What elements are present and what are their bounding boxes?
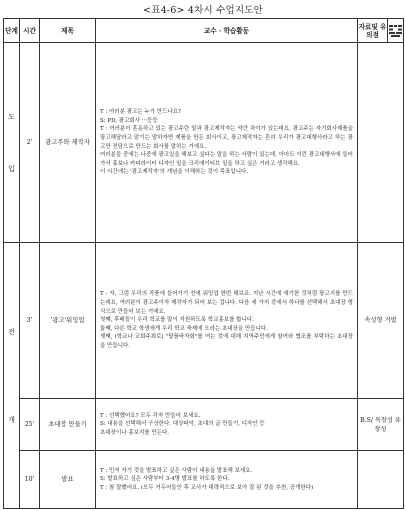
activity-cell bbox=[96, 451, 358, 509]
stage-development: 전 개 bbox=[4, 243, 20, 509]
header-notes: 자료및 유의점 bbox=[358, 19, 388, 43]
page-title: <표4-6> 4차시 수업지도안 bbox=[143, 5, 263, 16]
intro-row bbox=[4, 43, 404, 243]
activity-line: S: 내용을 선택해서 구상한다. 대상파악, 초대의 글 만들기, 디자인 등 bbox=[100, 421, 265, 428]
activity-line: T : 여러분이 혼동하고 있는 광고주란 말과 광고제작자는 약간 차이가 있는데요, 광고주는 자기회사제품을 광고해달라고 맡기는 말하자면 제품을 만든 회사이고, 광고제작자는 흔히 우리가 광고대행사라고 하는 광고만 전담으로 만드는 회사를 말하는 거예요. bbox=[100, 126, 353, 150]
activity-line: T : 참 잘했어요. (모두 거두어들인 후 교사가 대략적으로 보아 잘 된 것을 추천, 공개한다) bbox=[100, 484, 314, 491]
activity-line: S: 발표하고 싶은 사람부터 3-4명 발표를 하도록 한다. bbox=[100, 476, 230, 483]
activity-line: T : 선택했어요? 모두 각자 만들어 보세요. bbox=[100, 412, 201, 419]
activity-line: 여러분들 중에는 나중에 광고일을 해보고 싶다는 말을 하는 사람이 있는데, 아마도 이런 광고대행사에 들어가서 홍보나 카피라이터 디자인 일을 크리에이티브 일을 하고 싶은 거라고 생각해요. bbox=[100, 152, 353, 167]
notes-cell: 속성형 겨별 bbox=[358, 243, 404, 399]
header-activity: 교수 · 학습활동 bbox=[96, 19, 358, 43]
activity-line: 둘째, 다른 학교 학생에게 우리 학교 축제에 오라는 초대장을 만듭니다. bbox=[100, 325, 268, 332]
development-row bbox=[4, 243, 404, 399]
notes-cell bbox=[358, 43, 404, 243]
topic-cell: 초대장 만들기 bbox=[40, 399, 96, 451]
notes-cell: B.S/ 독창성 유창성 bbox=[358, 399, 404, 451]
development-row bbox=[4, 399, 404, 451]
activity-cell bbox=[96, 399, 358, 451]
activity-line: T : 민저 자기 것을 발표하고 싶은 사람이 내용을 발표해 보세요. bbox=[100, 467, 253, 474]
activity-line: S: PD, 광고회사 ···등등 bbox=[100, 117, 158, 124]
time-cell: 10' bbox=[20, 451, 40, 509]
activity-line: 초대장이나 홍보지를 만든다. bbox=[100, 429, 170, 436]
grid-icon bbox=[389, 25, 402, 37]
header-time: 시간 bbox=[20, 19, 40, 43]
header-icon-cell bbox=[388, 19, 404, 43]
topic-cell: 발표 bbox=[40, 451, 96, 509]
activity-line: 첫째, 후배들이 우리 학교를 많이 지원하도록 학교홍보를 합니다. bbox=[100, 317, 254, 324]
time-cell: 2' bbox=[20, 43, 40, 243]
lesson-plan-table bbox=[3, 18, 404, 509]
activity-cell bbox=[96, 43, 358, 243]
activity-cell bbox=[96, 243, 358, 399]
notes-cell bbox=[358, 451, 404, 509]
time-cell: 3' bbox=[20, 243, 40, 399]
activity-line: T : 자, 그럼 우리의 작품에 들어가기 전에 워밍업 한번 해보죠. 지난 시간에 얘기한 것처럼 광고지를 만드는데요, 여러분이 광고주이자 제작자가 되어 보는 겁니다. 다음 세 가지 중에서 하나를 선택해서 초대장 형식으로 만들어 보는 거예요. bbox=[100, 291, 353, 315]
topic-cell: '광고'워밍업 bbox=[40, 243, 96, 399]
activity-line: T : 여러분 광고는 누가 만드나요? bbox=[100, 109, 181, 116]
header-topic: 제목 bbox=[40, 19, 96, 43]
activity-line: 셋째, (학교나 교회주최로) "탈품바자회"를 여는 것에 대해 지역주민에게 참여와 협조를 부탁하는 초대장을 만듭니다. bbox=[100, 334, 353, 349]
development-row bbox=[4, 451, 404, 509]
header-row bbox=[4, 19, 404, 43]
activity-line: 이 시간에는 '광고제작자'의 개념을 이해하는 것이 목표입니다. bbox=[100, 169, 249, 176]
topic-cell: 광고주와 제작자 bbox=[40, 43, 96, 243]
stage-intro: 도 입 bbox=[4, 43, 20, 243]
header-stage: 단계 bbox=[4, 19, 20, 43]
time-cell: 25' bbox=[20, 399, 40, 451]
